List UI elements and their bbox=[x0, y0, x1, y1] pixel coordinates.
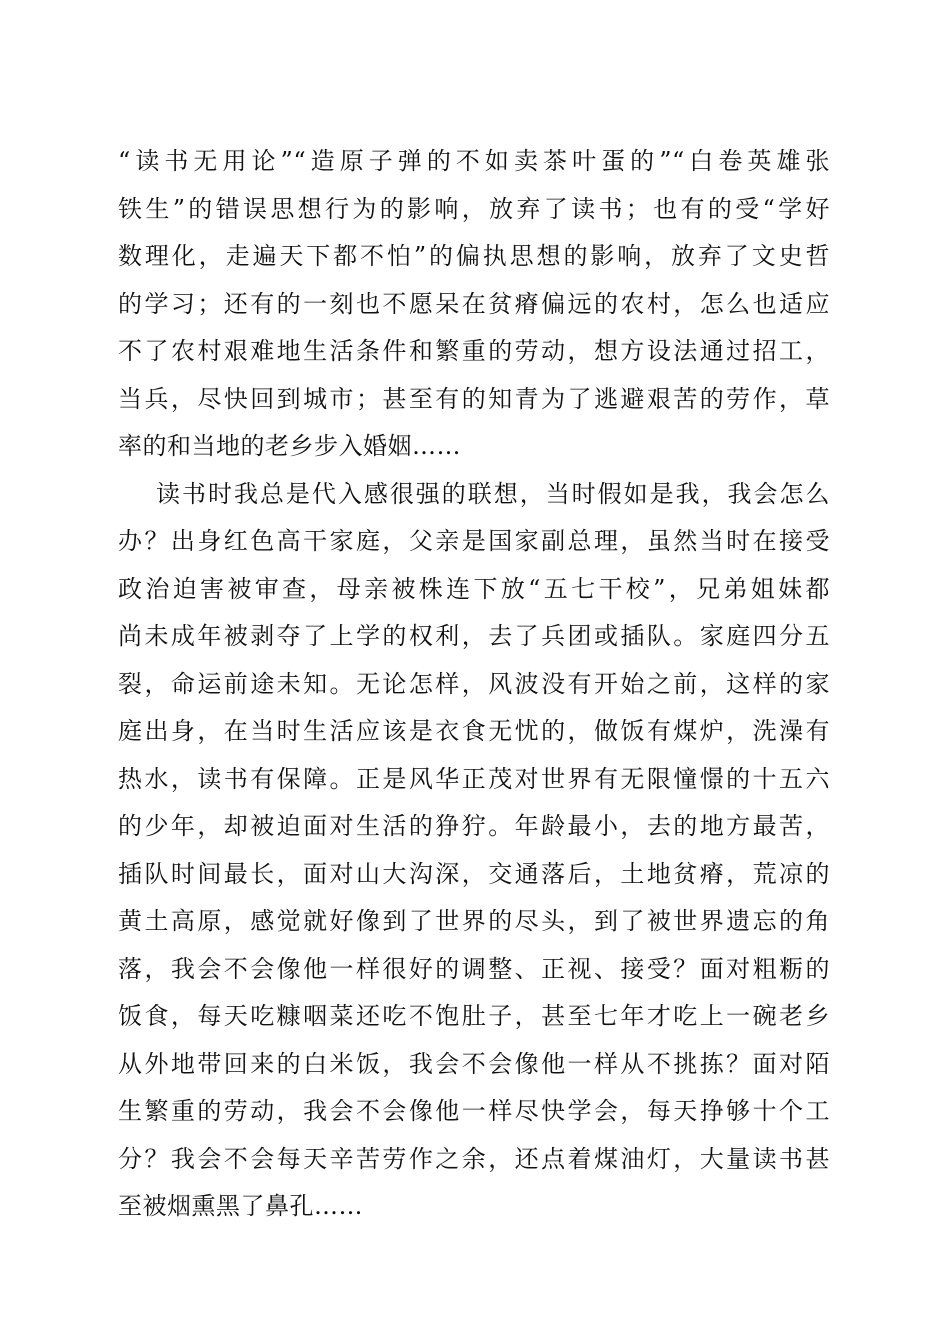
text-line: 黄土高原，感觉就好像到了世界的尽头，到了被世界遗忘的角 bbox=[118, 907, 830, 935]
text-line: 尚未成年被剥夺了上学的权利，去了兵团或插队。家庭四分五 bbox=[118, 622, 830, 650]
text-line: 至被烟熏黑了鼻孔…… bbox=[118, 1192, 363, 1220]
paragraph-1 bbox=[118, 138, 830, 471]
text-line: 不了农村艰难地生活条件和繁重的劳动，想方设法通过招工， bbox=[118, 337, 830, 365]
paragraph-2 bbox=[118, 471, 830, 1231]
text-line: 从外地带回来的白米饭，我会不会像他一样从不挑拣？面对陌 bbox=[118, 1049, 830, 1078]
text-line: 的学习；还有的一刻也不愿呆在贫瘠偏远的农村，怎么也适应 bbox=[118, 289, 830, 318]
text-line: “读书无用论”“造原子弹的不如卖茶叶蛋的”“白卷英雄张 bbox=[118, 147, 830, 175]
text-line: 分？我会不会每天辛苦劳作之余，还点着煤油灯，大量读书甚 bbox=[118, 1144, 830, 1173]
text-line: 落，我会不会像他一样很好的调整、正视、接受？面对粗粝的 bbox=[118, 954, 830, 983]
document-body bbox=[118, 138, 830, 1231]
text-line: 生繁重的劳动，我会不会像他一样尽快学会，每天挣够十个工 bbox=[118, 1097, 830, 1125]
text-line: 裂，命运前途未知。无论怎样，风波没有开始之前，这样的家 bbox=[118, 669, 830, 698]
text-line: 热水，读书有保障。正是风华正茂对世界有无限憧憬的十五六 bbox=[118, 764, 830, 793]
text-line: 政治迫害被审查，母亲被株连下放“五七干校”，兄弟姐妹都 bbox=[118, 574, 830, 603]
text-line: 饭食，每天吃糠咽菜还吃不饱肚子，甚至七年才吃上一碗老乡 bbox=[118, 1002, 830, 1030]
text-line: 率的和当地的老乡步入婚姻…… bbox=[118, 432, 461, 460]
text-line: 数理化，走遍天下都不怕”的偏执思想的影响，放弃了文史哲 bbox=[118, 242, 830, 270]
text-line: 插队时间最长，面对山大沟深，交通落后，土地贫瘠，荒凉的 bbox=[118, 859, 830, 888]
text-line: 铁生”的错误思想行为的影响，放弃了读书；也有的受“学好 bbox=[118, 194, 830, 223]
text-line: 庭出身，在当时生活应该是衣食无忧的，做饭有煤炉，洗澡有 bbox=[118, 717, 830, 745]
text-line: 当兵，尽快回到城市；甚至有的知青为了逃避艰苦的劳作，草 bbox=[118, 384, 830, 413]
text-line: 的少年，却被迫面对生活的狰狞。年龄最小，去的地方最苦， bbox=[118, 812, 830, 840]
text-line: 办？出身红色高干家庭，父亲是国家副总理，虽然当时在接受 bbox=[118, 527, 830, 555]
text-line: 读书时我总是代入感很强的联想，当时假如是我，我会怎么 bbox=[156, 479, 830, 508]
